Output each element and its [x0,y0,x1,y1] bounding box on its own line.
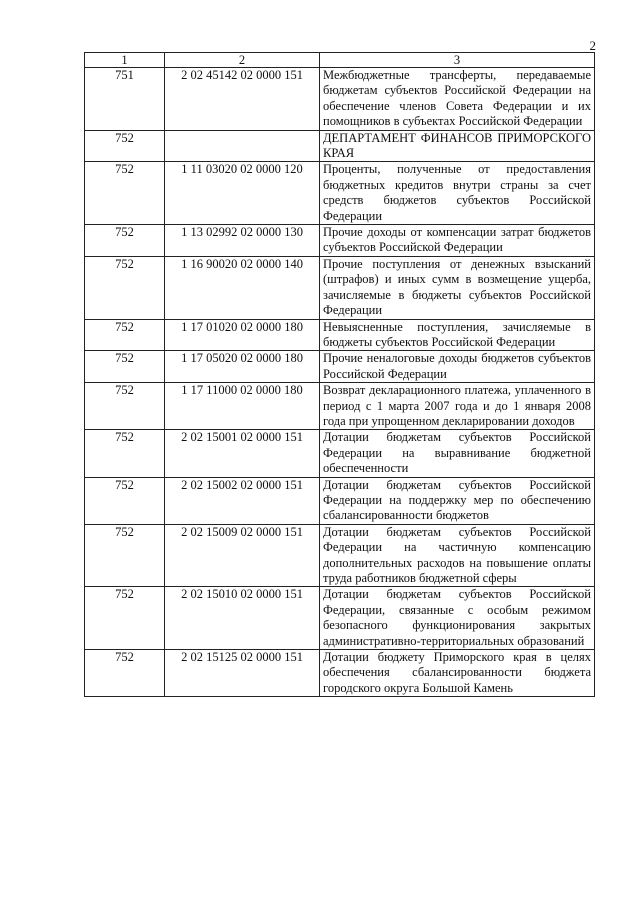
revenue-code: 1 17 01020 02 0000 180 [165,319,320,351]
revenue-code: 2 02 15010 02 0000 151 [165,587,320,650]
table-row [85,351,595,383]
administrator-code: 752 [85,319,165,351]
administrator-code: 751 [85,68,165,131]
administrator-code: 752 [85,351,165,383]
table-row [85,650,595,697]
revenue-name: Дотации бюджету Приморского края в целях обеспечения сбалансированности бюджета городского округа Большой Камень [320,650,595,697]
table-row [85,256,595,319]
administrator-code: 752 [85,162,165,225]
administrator-code: 752 [85,130,165,162]
revenue-name: Проценты, полученные от предоставления бюджетных кредитов внутри страны за счет средств бюджетов субъектов Российской Федерации [320,162,595,225]
table-row [85,477,595,524]
table-row [85,524,595,587]
revenue-code: 1 11 03020 02 0000 120 [165,162,320,225]
administrator-code: 752 [85,587,165,650]
revenue-code: 2 02 15009 02 0000 151 [165,524,320,587]
revenue-name: Прочие поступления от денежных взысканий (штрафов) и иных сумм в возмещение ущерба, зачисляемые в бюджеты субъектов Российской Федерации [320,256,595,319]
revenue-code: 2 02 15125 02 0000 151 [165,650,320,697]
table-row [85,130,595,162]
revenue-name: Дотации бюджетам субъектов Российской Федерации на поддержку мер по обеспечению сбалансированности бюджетов [320,477,595,524]
revenue-code: 2 02 15001 02 0000 151 [165,430,320,477]
table-row [85,225,595,257]
table-row [85,383,595,430]
column-header-3: 3 [320,53,595,68]
revenue-code: 1 16 90020 02 0000 140 [165,256,320,319]
revenue-name: Дотации бюджетам субъектов Российской Федерации, связанные с особым режимом безопасного функционирования закрытых административно-территориальных образований [320,587,595,650]
administrator-code: 752 [85,256,165,319]
revenue-name: Дотации бюджетам субъектов Российской Федерации на частичную компенсацию дополнительных расходов на повышение оплаты труда работников бюджетной сферы [320,524,595,587]
revenue-name: Невыясненные поступления, зачисляемые в бюджеты субъектов Российской Федерации [320,319,595,351]
revenue-name: Прочие неналоговые доходы бюджетов субъектов Российской Федерации [320,351,595,383]
table-row [85,162,595,225]
table-row [85,430,595,477]
administrator-code: 752 [85,650,165,697]
revenue-code: 2 02 45142 02 0000 151 [165,68,320,131]
table-row [85,587,595,650]
administrator-name: ДЕПАРТАМЕНТ ФИНАНСОВ ПРИМОРСКОГО КРАЯ [320,130,595,162]
administrator-code: 752 [85,524,165,587]
administrator-code: 752 [85,430,165,477]
revenue-administrators-table [84,52,595,697]
administrator-code: 752 [85,225,165,257]
revenue-code: 2 02 15002 02 0000 151 [165,477,320,524]
page-number: 2 [589,38,596,53]
revenue-code: 1 13 02992 02 0000 130 [165,225,320,257]
revenue-name: Возврат декларационного платежа, уплаченного в период с 1 марта 2007 года и до 1 января 2008 года при упрощенном декларировании доходов [320,383,595,430]
revenue-code: 1 17 05020 02 0000 180 [165,351,320,383]
revenue-name: Межбюджетные трансферты, передаваемые бюджетам субъектов Российской Федерации на обеспечение членов Совета Федерации и их помощников в субъектах Российской Федерации [320,68,595,131]
revenue-code: 1 17 11000 02 0000 180 [165,383,320,430]
table-row [85,68,595,131]
revenue-code [165,130,320,162]
column-header-2: 2 [165,53,320,68]
table-row [85,319,595,351]
revenue-name: Прочие доходы от компенсации затрат бюджетов субъектов Российской Федерации [320,225,595,257]
table-header-row [85,53,595,68]
administrator-code: 752 [85,383,165,430]
column-header-1: 1 [85,53,165,68]
revenue-name: Дотации бюджетам субъектов Российской Федерации на выравнивание бюджетной обеспеченности [320,430,595,477]
administrator-code: 752 [85,477,165,524]
